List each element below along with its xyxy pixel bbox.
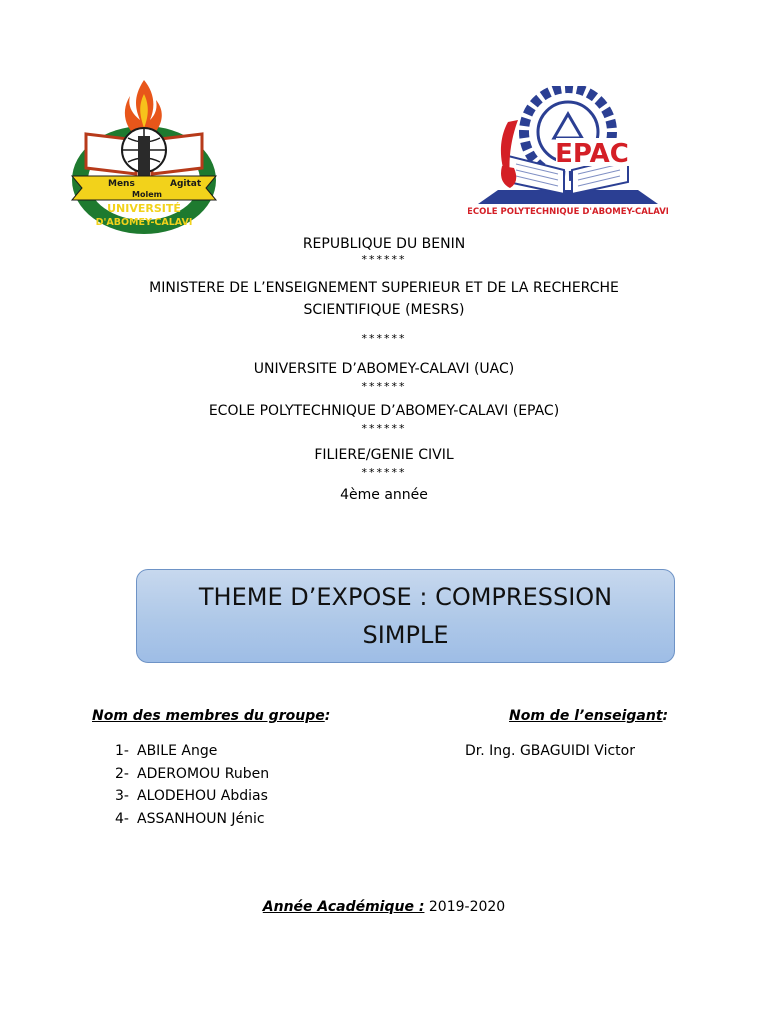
members-list <box>115 740 269 830</box>
member-name: ASSANHOUN Jénic <box>137 810 265 827</box>
separator: ****** <box>361 422 407 435</box>
teacher-name: Dr. Ing. GBAGUIDI Victor <box>465 743 635 759</box>
theme-title <box>199 578 612 654</box>
list-number: 3- <box>115 788 129 804</box>
ministry-line-2: SCIENTIFIQUE (MESRS) <box>303 302 465 318</box>
member-name: ALODEHOU Abdias <box>137 788 268 804</box>
list-number: 1- <box>115 743 129 759</box>
department-line: FILIERE/GENIE CIVIL <box>314 447 454 463</box>
list-number: 4- <box>115 810 129 827</box>
epac-emblem-icon <box>468 86 668 216</box>
member-name: ABILE Ange <box>137 743 218 759</box>
members-heading <box>92 708 330 724</box>
member-name: ADEROMOU Ruben <box>137 765 270 782</box>
academic-year <box>0 899 768 915</box>
separator: ****** <box>361 380 407 393</box>
university-line: UNIVERSITE D’ABOMEY-CALAVI (UAC) <box>253 361 515 377</box>
school-line: ECOLE POLYTECHNIQUE D’ABOMEY-CALAVI (EPAC) <box>208 403 560 419</box>
separator: ****** <box>361 332 407 345</box>
list-item <box>115 808 269 831</box>
svg-text:Mens: Mens <box>108 179 135 189</box>
list-item <box>115 763 269 786</box>
list-item <box>115 785 269 808</box>
teacher-heading-text: Nom de l’enseigant <box>509 708 663 724</box>
institution-header <box>0 234 768 505</box>
uac-logo <box>66 76 222 238</box>
list-number: 2- <box>115 765 129 782</box>
theme-line-1: THEME D’EXPOSE : COMPRESSION <box>198 583 613 611</box>
svg-text:D'ABOMEY-CALAVI: D'ABOMEY-CALAVI <box>95 217 193 228</box>
list-item <box>115 740 269 763</box>
members-heading-text: Nom des membres du groupe <box>92 708 325 724</box>
uac-seal-icon <box>66 76 222 238</box>
svg-text:ECOLE POLYTECHNIQUE D'ABOMEY-C: ECOLE POLYTECHNIQUE D'ABOMEY-CALAVI <box>468 207 668 216</box>
academic-year-label: Année Académique : <box>262 899 425 915</box>
teacher-heading-colon: : <box>662 708 669 724</box>
svg-text:UNIVERSITÉ: UNIVERSITÉ <box>107 202 181 215</box>
svg-text:Agitat: Agitat <box>170 179 202 189</box>
separator: ****** <box>361 253 407 266</box>
academic-year-value: 2019-2020 <box>428 899 506 915</box>
members-heading-colon: : <box>324 708 331 724</box>
ministry-line-1: MINISTERE DE L’ENSEIGNEMENT SUPERIEUR ET DE LA RECHERCHE <box>149 280 619 296</box>
epac-logo <box>468 86 668 216</box>
separator: ****** <box>361 466 407 479</box>
republic-line: REPUBLIQUE DU BENIN <box>302 236 466 252</box>
theme-line-2: SIMPLE <box>362 621 449 649</box>
svg-text:EPAC: EPAC <box>555 139 629 169</box>
theme-box <box>136 569 675 663</box>
teacher-heading <box>509 708 668 724</box>
year-line: 4ème année <box>340 487 428 503</box>
svg-text:Molem: Molem <box>132 190 162 199</box>
